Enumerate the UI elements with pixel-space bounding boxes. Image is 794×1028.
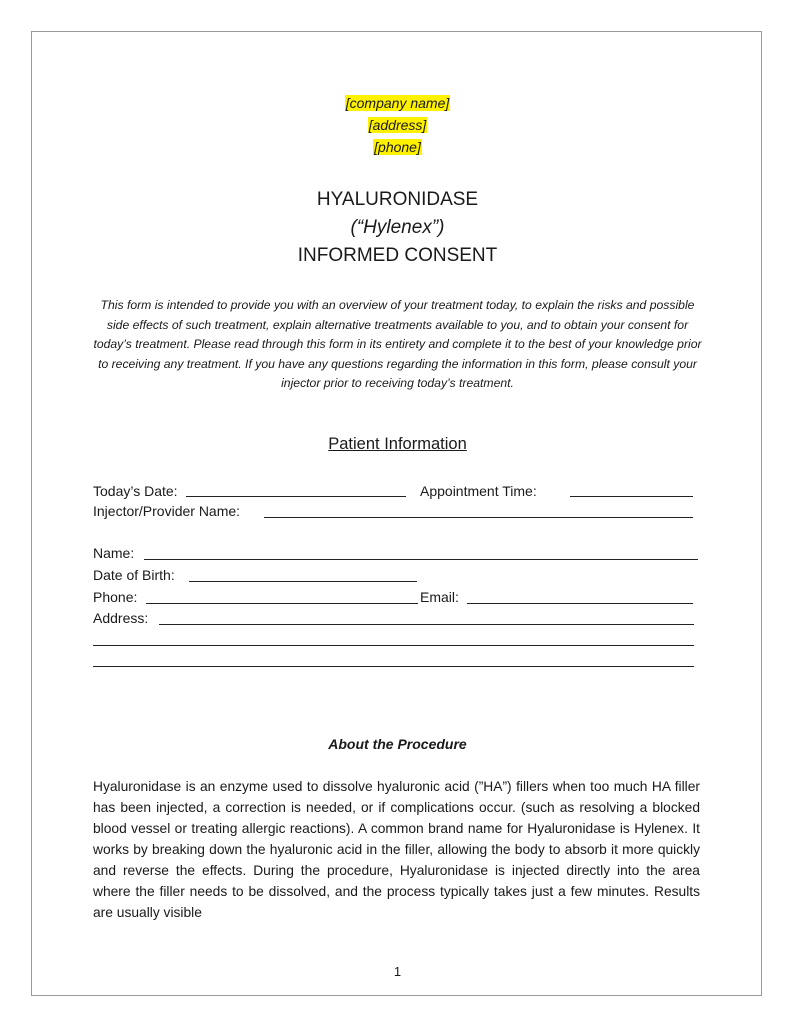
document-page	[31, 31, 762, 996]
document-title-line3: INFORMED CONSENT	[297, 245, 498, 266]
dob-field[interactable]	[189, 581, 417, 582]
address-label: Address:	[93, 610, 149, 626]
intro-paragraph: This form is intended to provide you with an overview of your treatment today, to explain the risks and possible side effects of such treatment, explain alternative treatments available to you, and to obtain your consent for today’s treatment. Please read through this form in its entirety and complete it to the best of your knowledge prior to receiving any treatment. If you have any questions regarding the information in this form, please consult your injector prior to receiving today’s treatment.	[93, 298, 702, 390]
email-label: Email:	[420, 589, 459, 605]
address-placeholder: [address]	[368, 117, 427, 133]
address-field-line3[interactable]	[93, 666, 694, 667]
patient-info-heading: Patient Information	[328, 435, 467, 453]
name-field[interactable]	[144, 559, 698, 560]
page-number: 1	[393, 964, 402, 979]
todays-date-label: Today’s Date:	[93, 483, 178, 499]
address-field-line2[interactable]	[93, 645, 694, 646]
company-name-placeholder: [company name]	[345, 95, 450, 111]
injector-label: Injector/Provider Name:	[93, 503, 241, 519]
company-header	[32, 94, 763, 160]
address-field-line1[interactable]	[159, 624, 694, 625]
injector-field[interactable]	[264, 517, 693, 518]
email-field[interactable]	[467, 603, 693, 604]
phone-field[interactable]	[146, 603, 418, 604]
procedure-paragraph: Hyaluronidase is an enzyme used to dissolve hyaluronic acid (”HA”) fillers when too much HA filler has been injected, a correction is needed, or if complications occur. (such as resolving a blocked blood vessel or treating allergic reactions). A common brand name for Hyaluronidase is Hylenex. It works by breaking down the hyaluronic acid in the filler, allowing the body to absorb it more quickly and reverse the effects. During the procedure, Hyaluronidase is injected directly into the area where the filler needs to be dissolved, and the process typically takes just a few minutes. Results are usually visible	[93, 779, 700, 920]
dob-label: Date of Birth:	[93, 567, 175, 583]
name-label: Name:	[93, 545, 135, 561]
phone-label: Phone:	[93, 589, 138, 605]
appointment-time-label: Appointment Time:	[420, 483, 537, 499]
document-title-line2: (“Hylenex”)	[350, 217, 445, 238]
procedure-heading: About the Procedure	[328, 736, 467, 752]
todays-date-field[interactable]	[186, 496, 406, 497]
phone-placeholder: [phone]	[374, 139, 421, 155]
document-title-line1: HYALURONIDASE	[316, 189, 479, 210]
appointment-time-field[interactable]	[570, 496, 693, 497]
